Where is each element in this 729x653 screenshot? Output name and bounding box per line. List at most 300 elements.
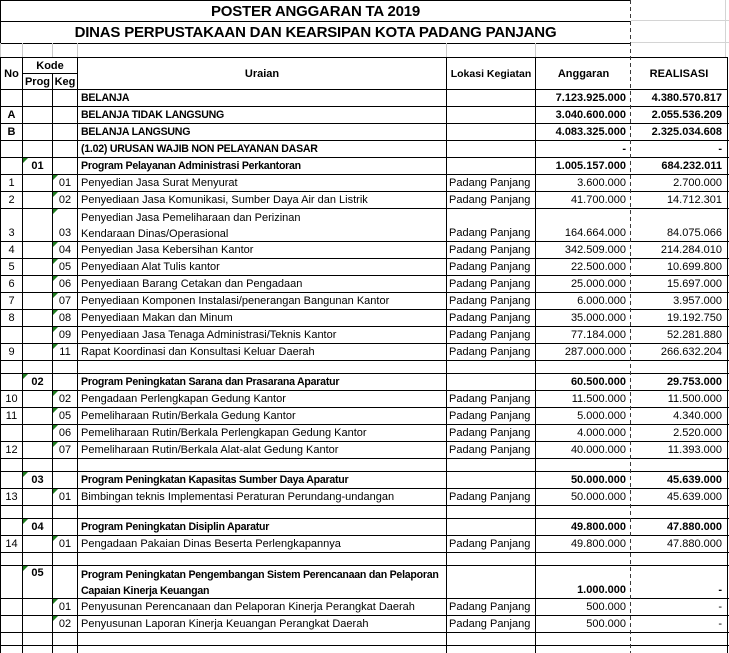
- cell-lokasi[interactable]: [447, 374, 536, 390]
- cell-prog[interactable]: [23, 489, 53, 505]
- header-kode-group: [23, 58, 78, 89]
- cell-prog[interactable]: [23, 442, 53, 458]
- cell-anggaran[interactable]: 50.000.000: [570, 474, 626, 486]
- cell-prog[interactable]: [23, 327, 53, 343]
- cell-realisasi[interactable]: 47.880.000: [631, 519, 728, 535]
- cell-no[interactable]: 4: [1, 242, 23, 258]
- doc-subtitle[interactable]: DINAS PERPUSTAKAAN DAN KEARSIPAN KOTA PADANG PANJANG: [1, 22, 630, 44]
- cell-no[interactable]: [1, 90, 23, 106]
- cell-anggaran[interactable]: 35.000.000: [570, 312, 626, 324]
- cell-realisasi: [631, 361, 728, 373]
- cell-uraian: [78, 633, 447, 645]
- table-header: [0, 57, 728, 90]
- blank-row: [0, 633, 729, 646]
- cell-keg: [53, 459, 78, 471]
- cell-prog[interactable]: [23, 107, 53, 123]
- error-triangle-icon: [53, 344, 58, 349]
- gridline: [53, 43, 78, 57]
- cell-keg[interactable]: 04: [53, 242, 78, 258]
- cell-anggaran[interactable]: 342.509.000: [564, 244, 626, 256]
- cell-no[interactable]: 14: [1, 536, 23, 552]
- cell-keg[interactable]: 01: [53, 536, 78, 552]
- cell-realisasi[interactable]: -: [631, 616, 728, 632]
- error-triangle-icon: [53, 616, 58, 621]
- cell-lokasi[interactable]: Padang Panjang: [447, 327, 536, 343]
- cell-uraian[interactable]: Pemeliharaan Rutin/Berkala Alat-alat Gedung Kantor: [78, 442, 447, 458]
- cell-no[interactable]: 13: [1, 489, 23, 505]
- cell-realisasi[interactable]: 45.639.000: [631, 489, 728, 505]
- error-triangle-icon: [53, 259, 58, 264]
- error-triangle-icon: [53, 442, 58, 447]
- cell-anggaran[interactable]: 7.123.925.000: [555, 92, 626, 104]
- cell-uraian[interactable]: (1.02) URUSAN WAJIB NON PELAYANAN DASAR: [78, 141, 447, 157]
- cell-realisasi[interactable]: 266.632.204: [631, 344, 728, 360]
- error-triangle-icon: [53, 310, 58, 315]
- cell-prog[interactable]: [23, 408, 53, 424]
- error-triangle-icon: [23, 472, 28, 477]
- error-triangle-icon: [23, 519, 28, 524]
- table-row: [0, 141, 729, 158]
- cell-uraian[interactable]: Program Peningkatan Sarana dan Prasarana Aparatur: [78, 374, 447, 390]
- cell-lokasi[interactable]: Padang Panjang: [447, 489, 536, 505]
- cell-no[interactable]: [1, 519, 23, 535]
- cell-anggaran[interactable]: 60.500.000: [570, 376, 626, 388]
- cell-realisasi[interactable]: -: [631, 599, 728, 615]
- cell-no[interactable]: [1, 616, 23, 632]
- cell-anggaran[interactable]: 5.000.000: [577, 410, 626, 422]
- cell-keg[interactable]: 08: [53, 310, 78, 326]
- header-prog[interactable]: Prog: [23, 74, 53, 89]
- cell-prog[interactable]: [23, 310, 53, 326]
- cell-no[interactable]: 2: [1, 192, 23, 208]
- cell-anggaran[interactable]: 4.000.000: [577, 427, 626, 439]
- cell-realisasi: [631, 646, 728, 653]
- cell-anggaran: [536, 459, 631, 471]
- cell-realisasi[interactable]: 4.340.000: [631, 408, 728, 424]
- cell-anggaran: [536, 361, 631, 373]
- cell-lokasi[interactable]: Padang Panjang: [447, 616, 536, 632]
- error-triangle-icon: [53, 327, 58, 332]
- cell-keg[interactable]: 06: [53, 276, 78, 292]
- cell-prog: [23, 646, 53, 653]
- cell-uraian[interactable]: Rapat Koordinasi dan Konsultasi Keluar Daerah: [78, 344, 447, 360]
- cell-prog[interactable]: [23, 124, 53, 140]
- cell-anggaran[interactable]: 11.500.000: [571, 393, 626, 405]
- cell-realisasi[interactable]: 684.232.011: [631, 158, 728, 174]
- cell-prog[interactable]: 02: [23, 374, 53, 390]
- cell-prog[interactable]: [23, 259, 53, 275]
- partial-row: [0, 646, 729, 653]
- cell-lokasi[interactable]: Padang Panjang: [447, 599, 536, 615]
- header-lokasi-kegiatan[interactable]: Lokasi Kegiatan: [447, 58, 536, 89]
- cell-no[interactable]: [1, 141, 23, 157]
- cell-lokasi[interactable]: [447, 519, 536, 535]
- cell-keg: [53, 361, 78, 373]
- cell-realisasi[interactable]: 2.055.536.209: [631, 107, 728, 123]
- header-realisasi[interactable]: REALISASI: [631, 58, 728, 89]
- header-uraian[interactable]: Uraian: [78, 58, 447, 89]
- cell-uraian[interactable]: Program Peningkatan Pengembangan Sistem Perencanaan dan Pelaporan Capaian Kinerja Keuangan: [78, 566, 447, 598]
- gridline: [631, 42, 729, 43]
- table-row: [0, 107, 729, 124]
- cell-keg[interactable]: 01: [53, 175, 78, 191]
- table-row: [0, 408, 729, 425]
- table-body: [0, 90, 729, 653]
- table-row: [0, 192, 729, 209]
- table-row: [0, 209, 729, 242]
- cell-no[interactable]: [1, 566, 23, 598]
- table-row: [0, 344, 729, 361]
- cell-anggaran[interactable]: 6.000.000: [577, 295, 626, 307]
- cell-keg: [53, 506, 78, 518]
- cell-prog[interactable]: [23, 276, 53, 292]
- blank-row: [0, 459, 729, 472]
- cell-prog: [23, 553, 53, 565]
- cell-lokasi[interactable]: Padang Panjang: [447, 175, 536, 191]
- table-row: [0, 293, 729, 310]
- cell-prog: [23, 361, 53, 373]
- cell-lokasi: [447, 633, 536, 645]
- cell-prog: [23, 459, 53, 471]
- cell-prog[interactable]: 04: [23, 519, 53, 535]
- cell-lokasi[interactable]: Padang Panjang: [447, 293, 536, 309]
- cell-realisasi: [631, 553, 728, 565]
- cell-prog[interactable]: [23, 192, 53, 208]
- cell-prog[interactable]: [23, 141, 53, 157]
- cell-keg[interactable]: [53, 107, 78, 123]
- cell-no[interactable]: 7: [1, 293, 23, 309]
- error-triangle-icon: [53, 408, 58, 413]
- header-kode[interactable]: Kode: [23, 58, 78, 74]
- cell-lokasi[interactable]: Padang Panjang: [447, 408, 536, 424]
- gridline: [447, 43, 536, 57]
- cell-anggaran: [536, 553, 631, 565]
- cell-uraian[interactable]: Program Pelayanan Administrasi Perkantoran: [78, 158, 447, 174]
- header-keg[interactable]: Keg: [53, 74, 78, 89]
- gridline: [631, 20, 729, 21]
- error-triangle-icon: [53, 293, 58, 298]
- cell-prog[interactable]: [23, 616, 53, 632]
- cell-no: [1, 646, 23, 653]
- table-row: [0, 391, 729, 408]
- cell-keg[interactable]: [53, 141, 78, 157]
- cell-anggaran: [536, 506, 631, 518]
- cell-realisasi[interactable]: 2.325.034.608: [631, 124, 728, 140]
- cell-prog[interactable]: 05: [23, 566, 53, 598]
- cell-uraian[interactable]: Penyedian Jasa Kebersihan Kantor: [78, 242, 447, 258]
- cell-no[interactable]: B: [1, 124, 23, 140]
- cell-lokasi[interactable]: [447, 141, 536, 157]
- cell-anggaran[interactable]: -: [622, 143, 626, 155]
- cell-realisasi: [631, 633, 728, 645]
- cell-realisasi[interactable]: 2.700.000: [631, 175, 728, 191]
- header-anggaran[interactable]: Anggaran: [557, 67, 610, 80]
- cell-no: [1, 361, 23, 373]
- header-no[interactable]: No: [1, 58, 23, 89]
- cell-keg[interactable]: [53, 566, 78, 598]
- blank-row: [0, 553, 729, 566]
- cell-lokasi[interactable]: [447, 566, 536, 598]
- cell-anggaran[interactable]: 4.083.325.000: [555, 126, 626, 138]
- table-row: [0, 175, 729, 192]
- cell-anggaran: [536, 646, 631, 653]
- cell-uraian[interactable]: Program Peningkatan Kapasitas Sumber Daya Aparatur: [78, 472, 447, 488]
- error-triangle-icon: [53, 425, 58, 430]
- cell-lokasi[interactable]: Padang Panjang: [447, 259, 536, 275]
- cell-prog[interactable]: 03: [23, 472, 53, 488]
- cell-realisasi[interactable]: 10.699.800: [631, 259, 728, 275]
- cell-anggaran[interactable]: 50.000.000: [570, 491, 626, 503]
- cell-prog[interactable]: [23, 344, 53, 360]
- cell-keg: [53, 646, 78, 653]
- blank-row: [0, 506, 729, 519]
- cell-realisasi[interactable]: 11.500.000: [631, 391, 728, 407]
- cell-anggaran[interactable]: 164.664.000: [564, 227, 626, 239]
- cell-lokasi: [447, 553, 536, 565]
- cell-lokasi[interactable]: Padang Panjang: [447, 425, 536, 441]
- cell-no[interactable]: 10: [1, 391, 23, 407]
- cell-prog[interactable]: [23, 425, 53, 441]
- cell-keg[interactable]: [53, 158, 78, 174]
- cell-uraian[interactable]: Penyedian Jasa Pemeliharaan dan Perizinan Kendaraan Dinas/Operasional: [78, 209, 447, 241]
- cell-prog[interactable]: [23, 293, 53, 309]
- cell-prog[interactable]: [23, 90, 53, 106]
- cell-anggaran[interactable]: 1.005.157.000: [555, 160, 626, 172]
- table-row: [0, 242, 729, 259]
- cell-anggaran[interactable]: 3.040.600.000: [555, 109, 626, 121]
- cell-keg[interactable]: 05: [53, 259, 78, 275]
- cell-uraian[interactable]: Pengadaan Pakaian Dinas Beserta Perlengkapannya: [78, 536, 447, 552]
- cell-no[interactable]: 11: [1, 408, 23, 424]
- cell-keg[interactable]: 02: [53, 616, 78, 632]
- cell-uraian[interactable]: Pemeliharaan Rutin/Berkala Gedung Kantor: [78, 408, 447, 424]
- cell-uraian[interactable]: Penyusunan Laporan Kinerja Keuangan Perangkat Daerah: [78, 616, 447, 632]
- cell-anggaran: [536, 633, 631, 645]
- cell-uraian[interactable]: Penyediaan Alat Tulis kantor: [78, 259, 447, 275]
- cell-realisasi[interactable]: 45.639.000: [631, 472, 728, 488]
- cell-uraian: [78, 459, 447, 471]
- cell-keg[interactable]: 06: [53, 425, 78, 441]
- cell-uraian[interactable]: Penyusunan Perencanaan dan Pelaporan Kinerja Perangkat Daerah: [78, 599, 447, 615]
- cell-keg[interactable]: [53, 374, 78, 390]
- cell-uraian: [78, 361, 447, 373]
- table-row: [0, 276, 729, 293]
- cell-no[interactable]: [1, 374, 23, 390]
- error-triangle-icon: [53, 536, 58, 541]
- table-row: [0, 259, 729, 276]
- cell-uraian[interactable]: Penyediaan Barang Cetakan dan Pengadaan: [78, 276, 447, 292]
- cell-lokasi: [447, 646, 536, 653]
- cell-lokasi: [447, 361, 536, 373]
- cell-uraian[interactable]: Penyedian Jasa Surat Menyurat: [78, 175, 447, 191]
- cell-prog[interactable]: [23, 242, 53, 258]
- cell-anggaran[interactable]: 49.800.000: [570, 521, 626, 533]
- table-row: [0, 327, 729, 344]
- cell-realisasi[interactable]: 29.753.000: [631, 374, 728, 390]
- cell-realisasi[interactable]: 14.712.301: [631, 192, 728, 208]
- cell-anggaran[interactable]: 500.000: [586, 601, 626, 613]
- cell-realisasi[interactable]: 47.880.000: [631, 536, 728, 552]
- cell-realisasi[interactable]: -: [631, 141, 728, 157]
- cell-no: [1, 459, 23, 471]
- cell-uraian[interactable]: BELANJA: [78, 90, 447, 106]
- cell-uraian: [78, 553, 447, 565]
- cell-uraian[interactable]: Program Peningkatan Disiplin Aparatur: [78, 519, 447, 535]
- error-triangle-icon: [53, 209, 58, 214]
- table-row: [0, 599, 729, 616]
- cell-keg[interactable]: 03: [53, 209, 78, 241]
- cell-lokasi[interactable]: [447, 90, 536, 106]
- cell-realisasi[interactable]: 3.957.000: [631, 293, 728, 309]
- error-triangle-icon: [23, 158, 28, 163]
- cell-no[interactable]: [1, 327, 23, 343]
- cell-anggaran[interactable]: 3.600.000: [577, 177, 626, 189]
- cell-anggaran[interactable]: 25.000.000: [570, 278, 626, 290]
- cell-realisasi[interactable]: 84.075.066: [631, 209, 728, 241]
- table-row: [0, 519, 729, 536]
- cell-anggaran[interactable]: 500.000: [586, 618, 626, 630]
- cell-lokasi[interactable]: Padang Panjang: [447, 536, 536, 552]
- error-triangle-icon: [53, 192, 58, 197]
- cell-keg[interactable]: [53, 124, 78, 140]
- cell-no[interactable]: 12: [1, 442, 23, 458]
- cell-keg[interactable]: [53, 90, 78, 106]
- cell-no[interactable]: [1, 599, 23, 615]
- cell-lokasi[interactable]: [447, 158, 536, 174]
- cell-keg: [53, 633, 78, 645]
- cell-lokasi[interactable]: Padang Panjang: [447, 310, 536, 326]
- cell-realisasi[interactable]: 4.380.570.817: [631, 90, 728, 106]
- cell-realisasi[interactable]: 19.192.750: [631, 310, 728, 326]
- cell-realisasi: [631, 459, 728, 471]
- cell-keg[interactable]: 02: [53, 192, 78, 208]
- cell-prog[interactable]: 01: [23, 158, 53, 174]
- blank-row: [0, 361, 729, 374]
- gridline: [78, 43, 447, 57]
- cell-uraian[interactable]: Pemeliharaan Rutin/Berkala Perlengkapan Gedung Kantor: [78, 425, 447, 441]
- cell-no[interactable]: [1, 158, 23, 174]
- cell-lokasi[interactable]: Padang Panjang: [447, 242, 536, 258]
- cell-anggaran[interactable]: 77.184.000: [570, 329, 626, 341]
- cell-keg[interactable]: 07: [53, 293, 78, 309]
- cell-lokasi: [447, 506, 536, 518]
- cell-uraian[interactable]: BELANJA TIDAK LANGSUNG: [78, 107, 447, 123]
- cell-keg[interactable]: [53, 519, 78, 535]
- table-row: [0, 310, 729, 327]
- title-block: [0, 0, 630, 44]
- cell-lokasi[interactable]: [447, 472, 536, 488]
- cell-realisasi[interactable]: 15.697.000: [631, 276, 728, 292]
- cell-realisasi[interactable]: 11.393.000: [631, 442, 728, 458]
- cell-prog[interactable]: [23, 391, 53, 407]
- cell-keg: [53, 553, 78, 565]
- error-triangle-icon: [23, 566, 28, 571]
- cell-lokasi: [447, 459, 536, 471]
- cell-prog[interactable]: [23, 599, 53, 615]
- cell-prog[interactable]: [23, 536, 53, 552]
- doc-title[interactable]: POSTER ANGGARAN TA 2019: [1, 1, 630, 22]
- cell-anggaran[interactable]: 49.800.000: [570, 538, 626, 550]
- cell-prog: [23, 506, 53, 518]
- table-row: [0, 425, 729, 442]
- gridline: [1, 43, 23, 57]
- table-row: [0, 124, 729, 141]
- cell-realisasi[interactable]: 214.284.010: [631, 242, 728, 258]
- cell-uraian[interactable]: Penyediaan Jasa Komunikasi, Sumber Daya Air dan Listrik: [78, 192, 447, 208]
- cell-no[interactable]: 3: [1, 209, 23, 241]
- cell-realisasi: [631, 506, 728, 518]
- cell-uraian[interactable]: Penyediaan Makan dan Minum: [78, 310, 447, 326]
- spacer-row: [0, 43, 536, 57]
- error-triangle-icon: [53, 175, 58, 180]
- cell-lokasi[interactable]: [447, 107, 536, 123]
- cell-keg[interactable]: 09: [53, 327, 78, 343]
- cell-anggaran[interactable]: 40.000.000: [570, 444, 626, 456]
- cell-no[interactable]: A: [1, 107, 23, 123]
- cell-anggaran[interactable]: 287.000.000: [564, 346, 626, 358]
- table-row: [0, 616, 729, 633]
- cell-no[interactable]: [1, 425, 23, 441]
- cell-keg[interactable]: 07: [53, 442, 78, 458]
- cell-uraian[interactable]: Pengadaan Perlengkapan Gedung Kantor: [78, 391, 447, 407]
- cell-keg[interactable]: 02: [53, 391, 78, 407]
- cell-uraian[interactable]: BELANJA LANGSUNG: [78, 124, 447, 140]
- table-row: [0, 90, 729, 107]
- cell-lokasi[interactable]: Padang Panjang: [447, 391, 536, 407]
- cell-prog: [23, 633, 53, 645]
- cell-keg[interactable]: 01: [53, 489, 78, 505]
- cell-lokasi[interactable]: [447, 124, 536, 140]
- cell-uraian: [78, 646, 447, 653]
- cell-no[interactable]: 1: [1, 175, 23, 191]
- cell-keg[interactable]: 11: [53, 344, 78, 360]
- table-row: [0, 566, 729, 599]
- table-row: [0, 489, 729, 506]
- cell-anggaran[interactable]: 22.500.000: [570, 261, 626, 273]
- cell-lokasi[interactable]: Padang Panjang: [447, 209, 536, 241]
- cell-realisasi[interactable]: 2.520.000: [631, 425, 728, 441]
- cell-no[interactable]: [1, 472, 23, 488]
- cell-no[interactable]: 6: [1, 276, 23, 292]
- table-row: [0, 442, 729, 459]
- cell-lokasi[interactable]: Padang Panjang: [447, 442, 536, 458]
- gridline: [23, 43, 53, 57]
- cell-keg[interactable]: 01: [53, 599, 78, 615]
- gridline: [725, 0, 726, 57]
- cell-realisasi[interactable]: 52.281.880: [631, 327, 728, 343]
- cell-uraian[interactable]: Bimbingan teknis Implementasi Peraturan Perundang-undangan: [78, 489, 447, 505]
- table-row: [0, 472, 729, 489]
- cell-uraian[interactable]: Penyediaan Komponen Instalasi/penerangan Bangunan Kantor: [78, 293, 447, 309]
- cell-no[interactable]: 5: [1, 259, 23, 275]
- cell-lokasi[interactable]: Padang Panjang: [447, 192, 536, 208]
- cell-no: [1, 553, 23, 565]
- cell-uraian[interactable]: Penyediaan Jasa Tenaga Administrasi/Teknis Kantor: [78, 327, 447, 343]
- cell-anggaran[interactable]: 1.000.000: [577, 584, 626, 596]
- error-triangle-icon: [53, 489, 58, 494]
- cell-lokasi[interactable]: Padang Panjang: [447, 344, 536, 360]
- cell-no[interactable]: 9: [1, 344, 23, 360]
- cell-no[interactable]: 8: [1, 310, 23, 326]
- cell-keg[interactable]: [53, 472, 78, 488]
- cell-prog[interactable]: [23, 209, 53, 241]
- cell-anggaran[interactable]: 41.700.000: [570, 194, 626, 206]
- cell-realisasi[interactable]: -: [631, 566, 728, 598]
- cell-keg[interactable]: 05: [53, 408, 78, 424]
- cell-prog[interactable]: [23, 175, 53, 191]
- table-row: [0, 536, 729, 553]
- cell-lokasi[interactable]: Padang Panjang: [447, 276, 536, 292]
